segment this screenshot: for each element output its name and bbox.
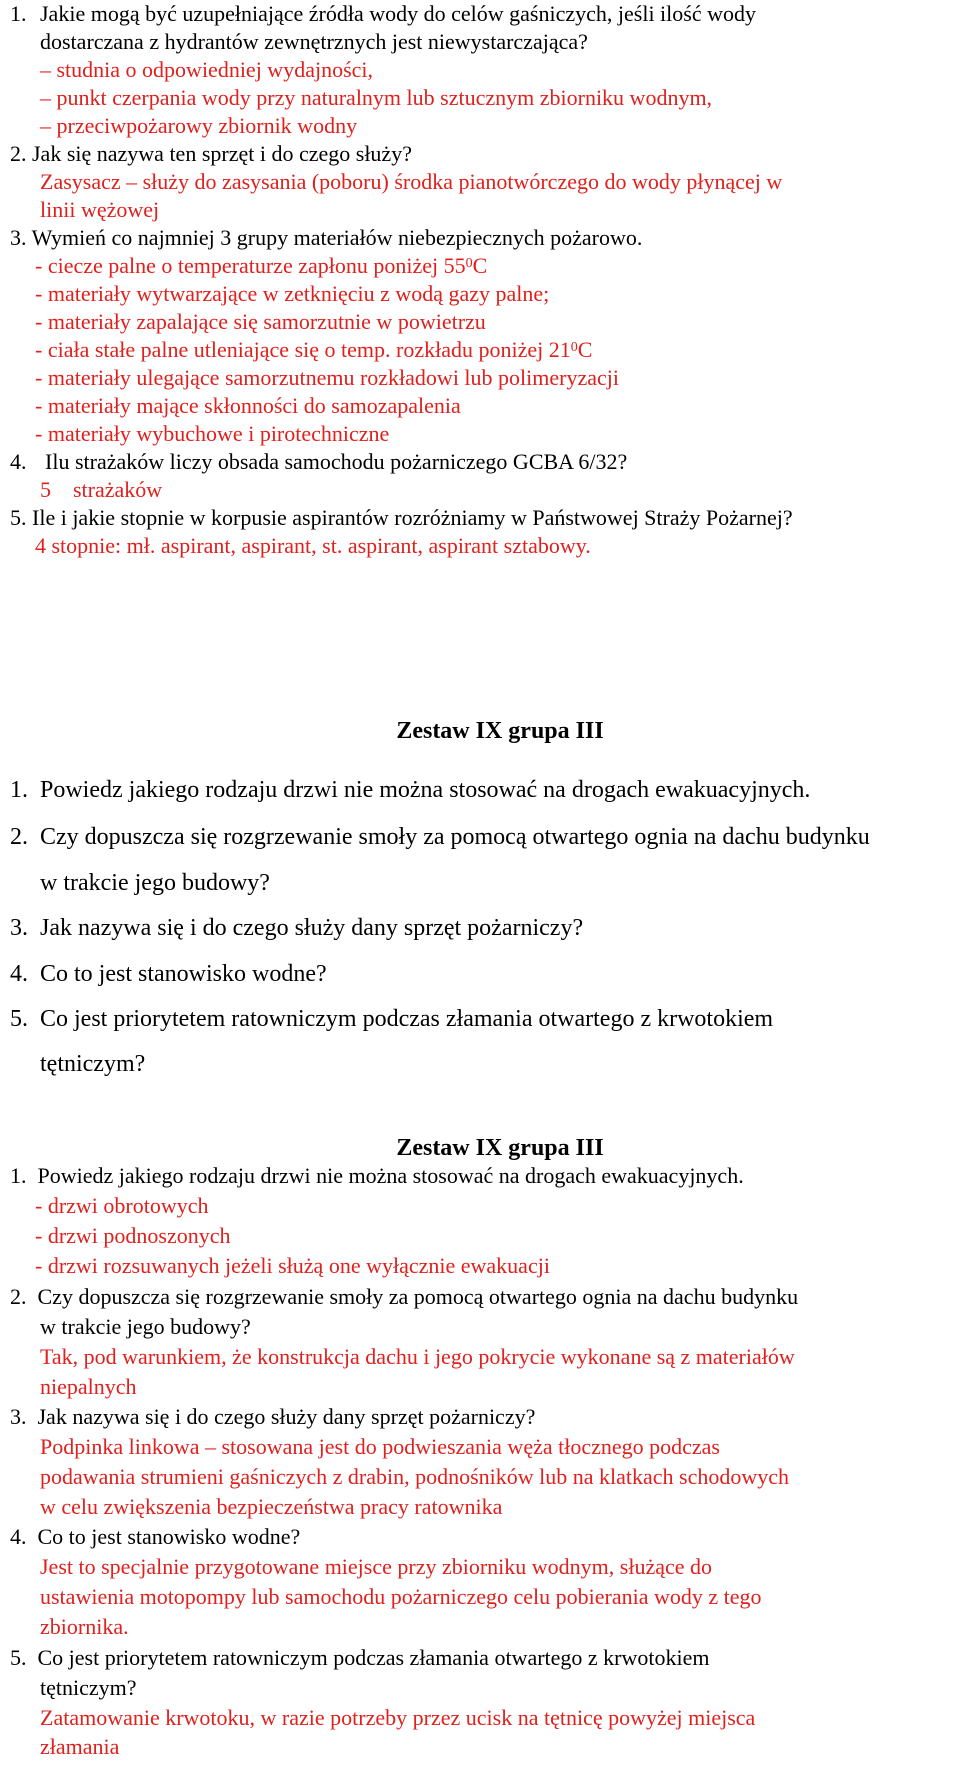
set2-a4-1: Jest to specjalnie przygotowane miejsce przy zbiorniku wodnym, służące do	[40, 1554, 713, 1579]
set2-q5-line2: tętniczym?	[40, 1675, 137, 1700]
set2-a5-2: złamania	[40, 1734, 120, 1759]
set2-a4-3: zbiornika.	[40, 1614, 129, 1639]
set2-a3-2: podawania strumieni gaśniczych z drabin, podnośników lub na klatkach schodowych	[40, 1464, 790, 1489]
set1-q1: 1. Powiedz jakiego rodzaju drzwi nie można stosować na drogach ewakuacyjnych.	[10, 777, 811, 803]
q1-answer-3: – przeciwpożarowy zbiornik wodny	[40, 113, 358, 138]
q2-answer-line1: Zasysacz – służy do zasysania (poboru) środka pianotwórczego do wody płynącej w	[40, 169, 783, 194]
q3-answer-1: - ciecze palne o temperaturze zapłonu poniżej $55^0C$	[35, 253, 488, 278]
set1-q4: 4. Co to jest stanowisko wodne?	[10, 961, 327, 987]
q3-answer-2: - materiały wytwarzające w zetknięciu z wodą gazy palne;	[35, 281, 550, 306]
q4-text: Ilu strażaków liczy obsada samochodu pożarniczego GCBA 6/32?	[45, 449, 628, 474]
q5-text: 5. Ile i jakie stopnie w korpusie aspirantów rozróżniamy w Państwowej Straży Pożarnej?	[10, 505, 793, 530]
set1-q2-line2: w trakcie jego budowy?	[40, 870, 270, 896]
set2-title: Zestaw IX grupa III	[396, 1135, 604, 1161]
set1-q5-line2: tętniczym?	[40, 1051, 146, 1077]
set2-a2-1: Tak, pod warunkiem, że konstrukcja dachu i jego pokrycie wykonane są z materiałów	[40, 1344, 795, 1369]
q1-text-line2: dostarczana z hydrantów zewnętrznych jest niewystarczająca?	[40, 29, 588, 54]
q1-answer-1: – studnia o odpowiedniej wydajności,	[40, 57, 374, 82]
q1-answer-2: – punkt czerpania wody przy naturalnym lub sztucznym zbiorniku wodnym,	[40, 85, 713, 110]
set2-a5-1: Zatamowanie krwotoku, w razie potrzeby przez ucisk na tętnicę powyżej miejsca	[40, 1705, 756, 1730]
set2-q1: 1. Powiedz jakiego rodzaju drzwi nie można stosować na drogach ewakuacyjnych.	[10, 1163, 744, 1188]
q3-answer-6: - materiały mające skłonności do samozapalenia	[35, 393, 461, 418]
q1-number: 1.	[10, 1, 27, 26]
q3-answer-4: - ciała stałe palne utleniające się o temp. rozkładu poniżej $21^0C$	[35, 337, 593, 362]
q4-answer: 5 strażaków	[40, 477, 163, 502]
q3-text: 3. Wymień co najmniej 3 grupy materiałów niebezpiecznych pożarowo.	[10, 225, 643, 250]
set2-a1-1: - drzwi obrotowych	[35, 1193, 209, 1218]
set2-q2-line1: 2. Czy dopuszcza się rozgrzewanie smoły za pomocą otwartego ognia na dachu budynku	[10, 1284, 799, 1309]
q3-answer-3: - materiały zapalające się samorzutnie w powietrzu	[35, 309, 486, 334]
set2-q5-line1: 5. Co jest priorytetem ratowniczym podczas złamania otwartego z krwotokiem	[10, 1645, 710, 1670]
set2-a2-2: niepalnych	[40, 1374, 137, 1399]
set2-q4: 4. Co to jest stanowisko wodne?	[10, 1524, 301, 1549]
q4-number: 4.	[10, 449, 27, 474]
set1-title: Zestaw IX grupa III	[396, 718, 604, 744]
set2-a3-1: Podpinka linkowa – stosowana jest do podwieszania węża tłocznego podczas	[40, 1434, 720, 1459]
q1-text-line1: Jakie mogą być uzupełniające źródła wody do celów gaśniczych, jeśli ilość wody	[40, 1, 756, 26]
set1-q2-line1: 2. Czy dopuszcza się rozgrzewanie smoły za pomocą otwartego ognia na dachu budynku	[10, 824, 870, 850]
set1-q5-line1: 5. Co jest priorytetem ratowniczym podczas złamania otwartego z krwotokiem	[10, 1006, 774, 1032]
set2-a1-2: - drzwi podnoszonych	[35, 1223, 231, 1248]
set2-q3: 3. Jak nazywa się i do czego służy dany sprzęt pożarniczy?	[10, 1404, 536, 1429]
set2-a4-2: ustawienia motopompy lub samochodu pożarniczego celu pobierania wody z tego	[40, 1584, 762, 1609]
set2-a3-3: w celu zwiększenia bezpieczeństwa pracy ratownika	[40, 1494, 503, 1519]
set1-q3: 3. Jak nazywa się i do czego służy dany sprzęt pożarniczy?	[10, 915, 584, 941]
set2-a1-3: - drzwi rozsuwanych jeżeli służą one wyłącznie ewakuacji	[35, 1253, 550, 1278]
q3-answer-7: - materiały wybuchowe i pirotechniczne	[35, 421, 390, 446]
set2-q2-line2: w trakcie jego budowy?	[40, 1314, 251, 1339]
q2-answer-line2: linii wężowej	[40, 197, 160, 222]
q3-answer-5: - materiały ulegające samorzutnemu rozkładowi lub polimeryzacji	[35, 365, 619, 390]
q5-answer: 4 stopnie: mł. aspirant, aspirant, st. aspirant, aspirant sztabowy.	[35, 533, 591, 558]
q2-text: 2. Jak się nazywa ten sprzęt i do czego służy?	[10, 141, 412, 166]
